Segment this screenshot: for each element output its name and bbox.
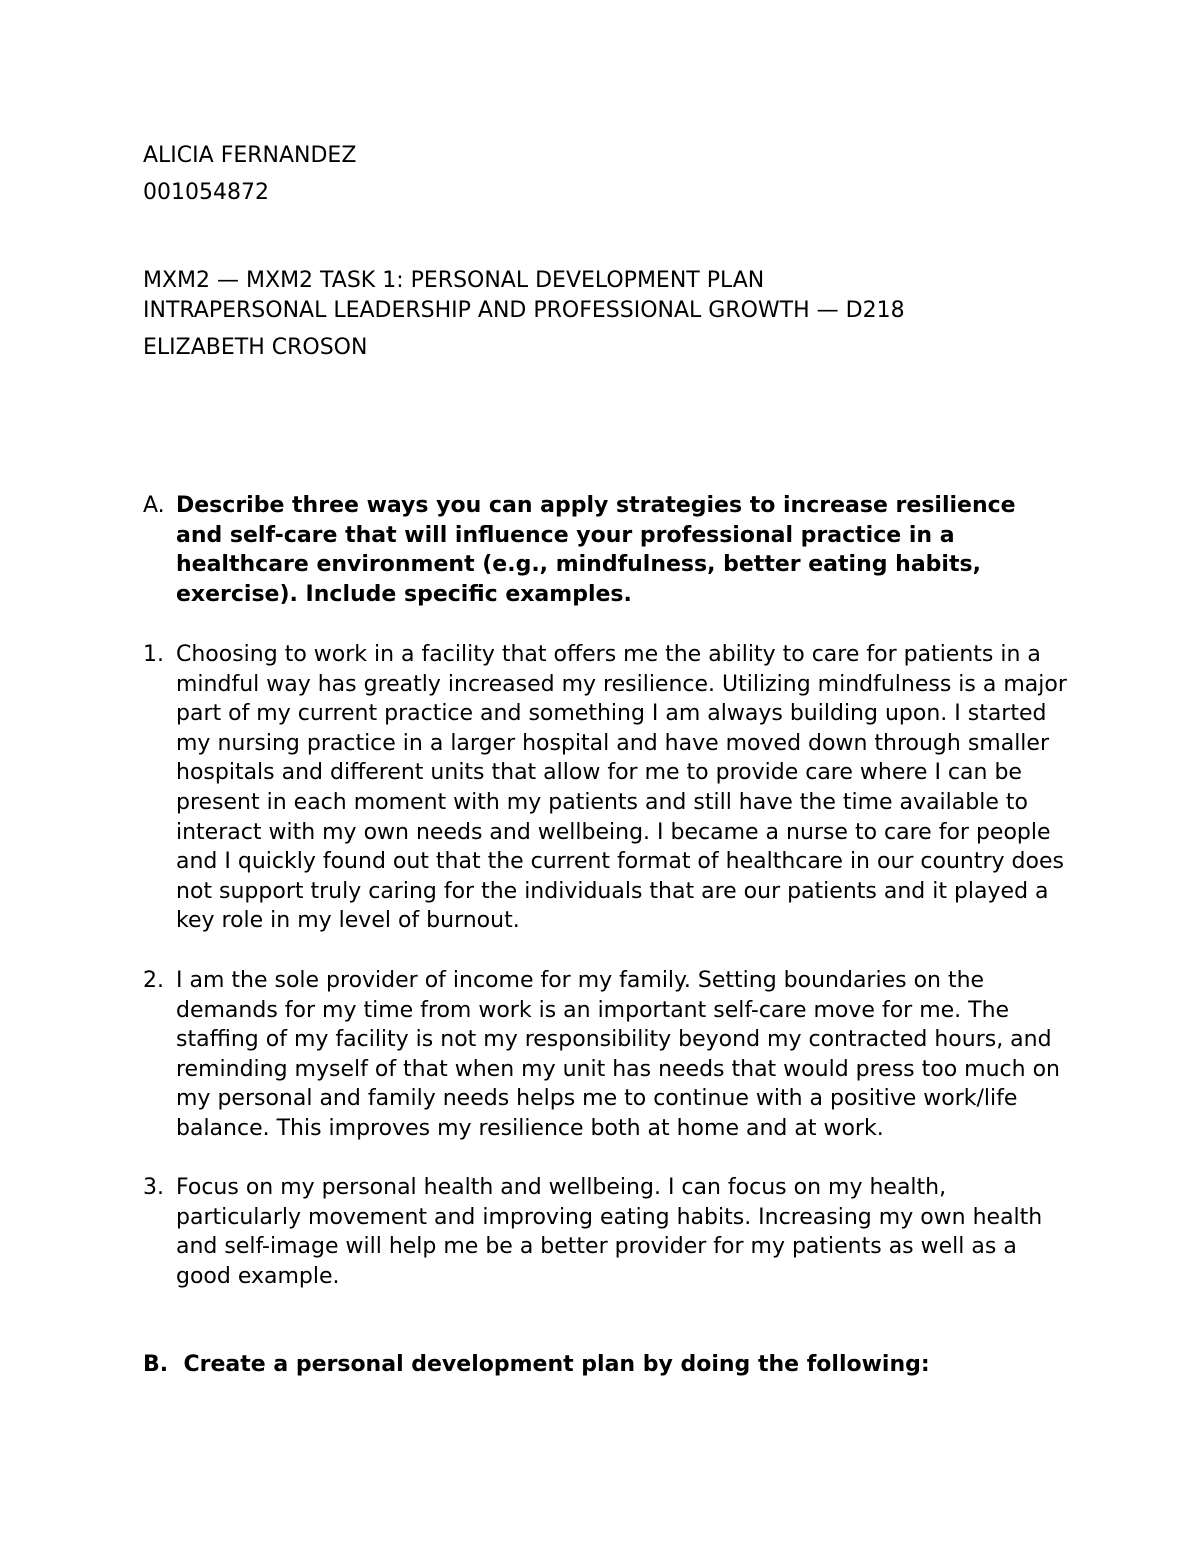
list-item-marker: 1.: [143, 642, 164, 667]
section-a-prompt-text: Describe three ways you can apply strategies to increase resilience and self-care that will influence your professional practice in a healthcare environment (e.g., mindfulness, better eating habits, exercise). Include specific examples.: [176, 493, 1016, 607]
section-a-marker: A.: [143, 493, 165, 518]
list-item: [143, 640, 1068, 936]
task-title: MXM2 — MXM2 TASK 1: PERSONAL DEVELOPMENT PLAN: [143, 268, 765, 293]
student-id: 001054872: [143, 180, 269, 205]
list-item-text: I am the sole provider of income for my family. Setting boundaries on the demands for my time from work is an important self-care move for me. The staffing of my facility is not my responsibility beyond my contracted hours, and reminding myself of that when my unit has needs that would press too much on my personal and family needs helps me to continue with a positive work/life balance. This improves my resilience both at home and at work.: [176, 968, 1060, 1141]
list-item: [143, 966, 1068, 1144]
course-title: INTRAPERSONAL LEADERSHIP AND PROFESSIONAL GROWTH — D218: [143, 298, 905, 323]
list-item-marker: 3.: [143, 1175, 164, 1200]
list-item-marker: 2.: [143, 968, 164, 993]
section-b-prompt-text: Create a personal development plan by doing the following:: [183, 1352, 930, 1377]
student-name: ALICIA FERNANDEZ: [143, 143, 357, 168]
list-item: [143, 1173, 1068, 1291]
section-b-marker: B.: [143, 1352, 169, 1377]
section-a-prompt: [143, 491, 1043, 609]
instructor-name: ELIZABETH CROSON: [143, 335, 368, 360]
list-item-text: Focus on my personal health and wellbeing. I can focus on my health, particularly movement and improving eating habits. Increasing my own health and self-image will help me be a better provider for my patients as well as a good example.: [176, 1175, 1043, 1289]
list-item-text: Choosing to work in a facility that offers me the ability to care for patients in a mindful way has greatly increased my resilience. Utilizing mindfulness is a major part of my current practice and something I am always building upon. I started my nursing practice in a larger hospital and have moved down through smaller hospitals and different units that allow for me to provide care where I can be present in each moment with my patients and still have the time available to interact with my own needs and wellbeing. I became a nurse to care for people and I quickly found out that the current format of healthcare in our country does not support truly caring for the individuals that are our patients and it played a key role in my level of burnout.: [176, 642, 1067, 934]
section-b-prompt: [143, 1350, 1043, 1380]
